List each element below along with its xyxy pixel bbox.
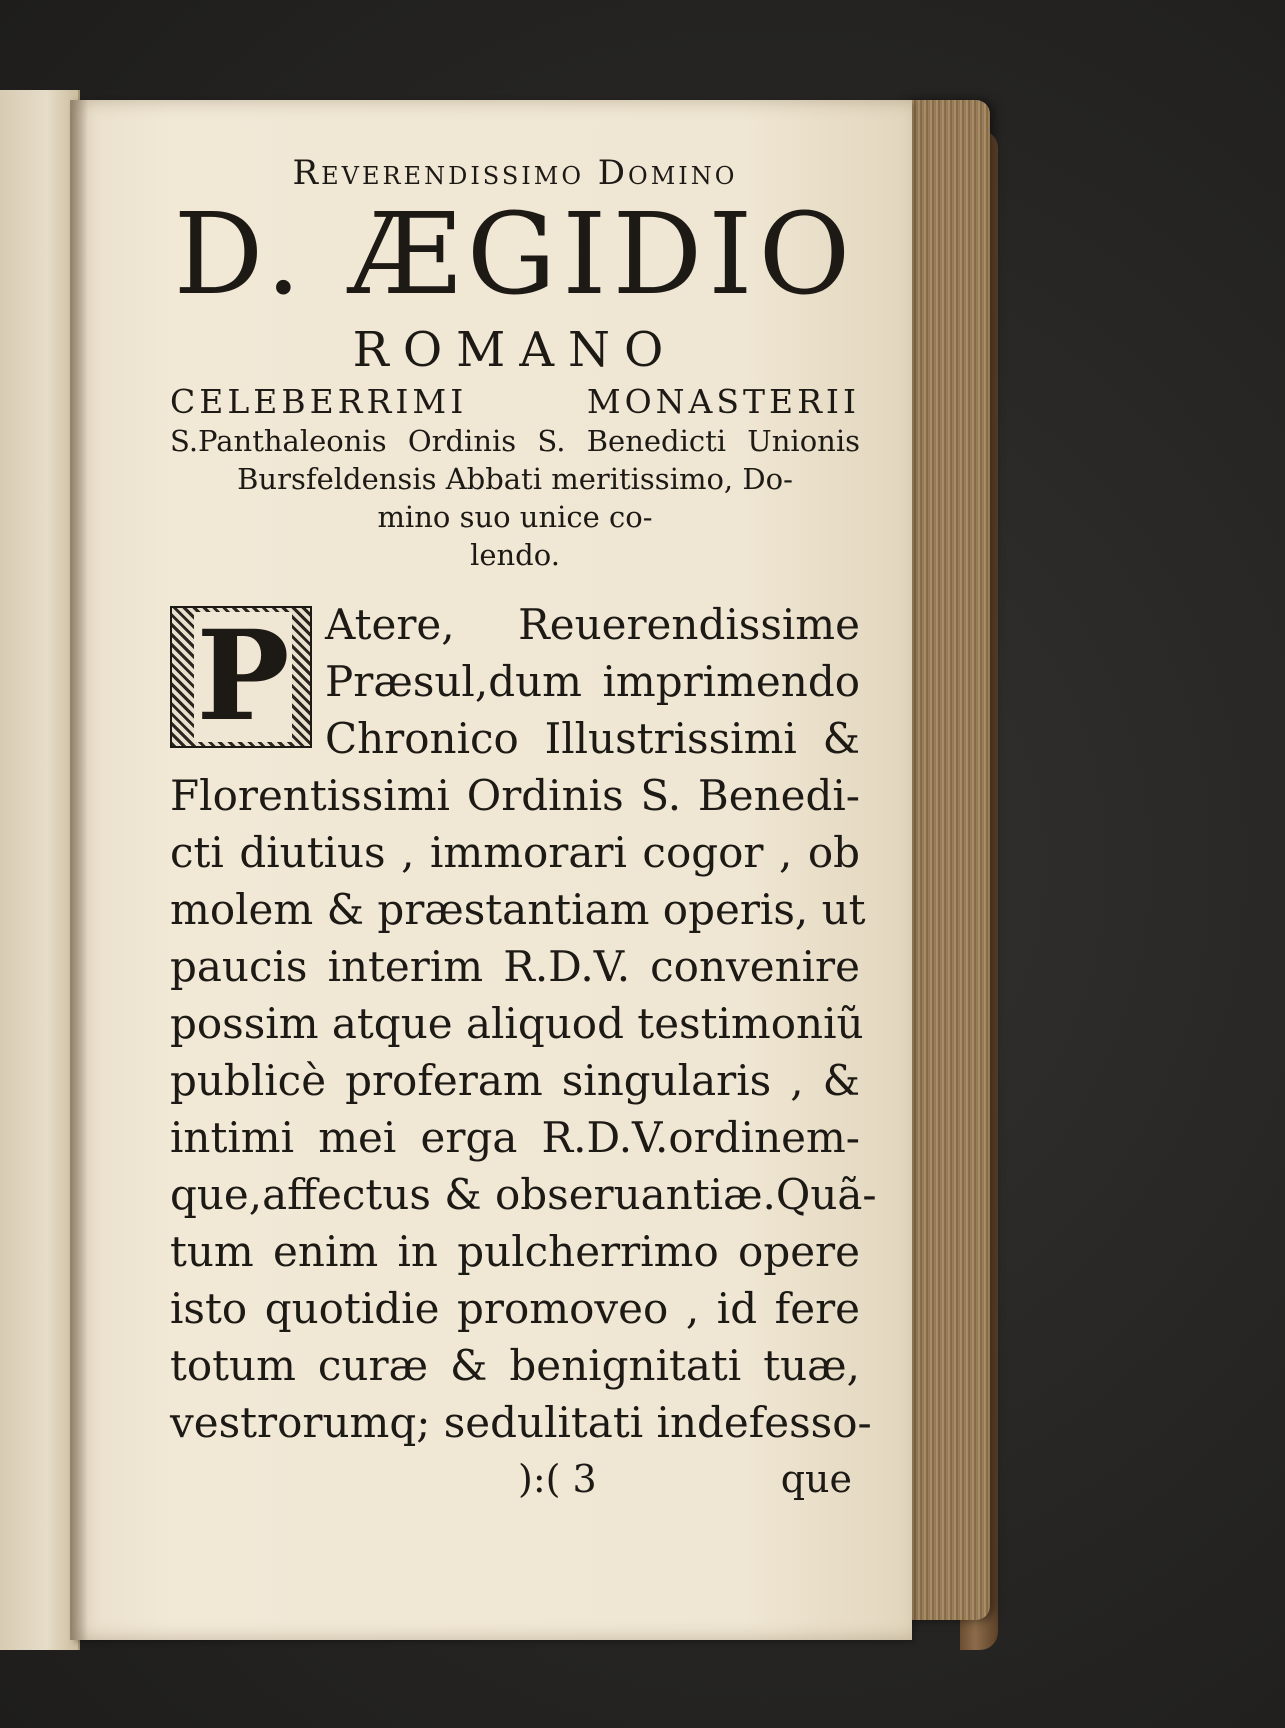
- page-footer: [170, 1457, 860, 1507]
- subtitle-line: mino suo unice co-: [377, 500, 653, 534]
- body-text: [170, 596, 877, 1451]
- subtitle-line: S.Panthaleonis Ordinis S. Benedicti Unionis: [170, 424, 860, 458]
- body-line: Chronico Illustrissimi &: [325, 714, 860, 763]
- subtitle-line: Bursfeldensis Abbati meritissimo, Do-: [237, 462, 793, 496]
- dedication-header: Reverendissimo Domino: [292, 153, 738, 193]
- body-line: paucis interim R.D.V. convenire: [170, 942, 860, 991]
- body-line: totum curæ & benignitati tuæ,: [170, 1341, 860, 1390]
- title-right: MONASTERII: [586, 382, 860, 421]
- title-line: [170, 382, 860, 422]
- body-line: Præsul,dum imprimendo: [325, 657, 860, 706]
- body-line: cti diutius , immorari cogor , ob: [170, 828, 860, 877]
- subtitle-line: lendo.: [470, 538, 560, 572]
- body-line: vestrorumq; sedulitati indefesso-: [170, 1398, 872, 1447]
- body-line: molem & præstantiam operis, ut: [170, 885, 866, 934]
- body-line: isto quotidie promoveo , id fere: [170, 1284, 860, 1333]
- decorated-initial: [170, 606, 312, 748]
- dedicatee-surname: ROMANO: [352, 322, 678, 378]
- spine-shadow: [70, 100, 88, 1640]
- body-line: Florentissimi Ordinis S. Benedi-: [170, 771, 860, 820]
- body-line: publicè proferam singularis , &: [170, 1056, 860, 1105]
- initial-letter: P: [194, 612, 292, 742]
- page-fore-edge: [905, 100, 990, 1620]
- dedication-text: [170, 150, 877, 1507]
- body-line: possim atque aliquod testimoniũ: [170, 999, 864, 1048]
- body-line: Atere, Reuerendissime: [325, 600, 860, 649]
- body-line: intimi mei erga R.D.V.ordinem-: [170, 1113, 860, 1162]
- title-left: CELEBERRIMI: [170, 382, 468, 421]
- body-line: que,affectus & obseruantiæ.Quã-: [170, 1170, 877, 1219]
- dedicatee-name: D. ÆGIDIO: [173, 190, 857, 320]
- body-line: tum enim in pulcherrimo opere: [170, 1227, 860, 1276]
- signature-mark: ):( 3: [518, 1457, 597, 1501]
- left-page-edge: [0, 90, 80, 1650]
- catchword: que: [780, 1457, 852, 1501]
